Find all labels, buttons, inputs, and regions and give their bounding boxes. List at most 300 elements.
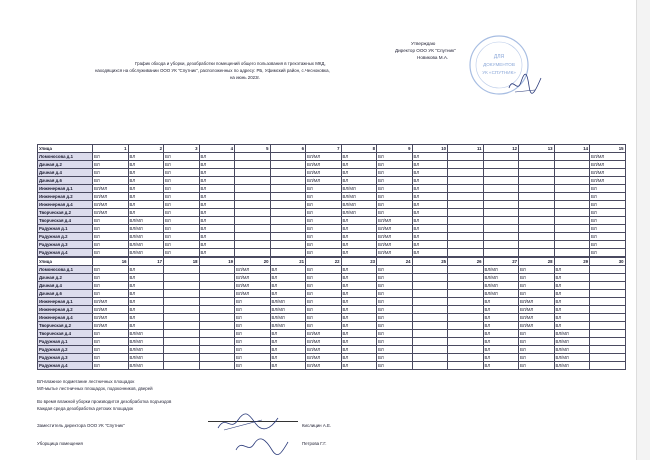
schedule-cell: ВЛ [412,169,448,177]
schedule-cell: ВЛ [306,298,342,306]
table-row [38,306,626,314]
schedule-cell: ВЛ/МЛ [306,153,342,161]
street-name-cell: Радужная д.3 [38,354,93,362]
schedule-cell: ВЛ [377,185,413,193]
schedule-cell: ВЛ [128,306,164,314]
scan-edge [636,0,650,460]
street-name-cell: Инженерная д.1 [38,185,93,193]
schedule-cell [448,266,484,274]
day-column-header: 17 [128,258,164,266]
schedule-cell: ВЛ [164,241,200,249]
schedule-cell [519,153,555,161]
schedule-cell: ВЛ [199,153,235,161]
schedule-cell: ВЛ [128,266,164,274]
schedule-cell: ВЛ [412,241,448,249]
schedule-cell [164,314,200,322]
schedule-cell: ВЛ [377,290,413,298]
schedule-cell: ВЛ [93,153,129,161]
schedule-cell [590,282,626,290]
schedule-cell: ВЛ/МЛ [590,169,626,177]
schedule-cell: ВЛ/МЛ [519,306,555,314]
title-line-2: находящихся на обслуживании ООО УК "Спутник", расположенных по адресу: РБ, Уфимский район, с.Чесноковка, [95,68,330,73]
schedule-cell: ВЛ [93,362,129,370]
schedule-cell [554,177,590,185]
table-row [38,282,626,290]
schedule-cell: ВЛ [235,306,271,314]
schedule-cell [590,290,626,298]
schedule-cell: ВЛ [306,314,342,322]
schedule-cell [235,153,271,161]
schedule-cell [199,330,235,338]
schedule-cell [519,249,555,257]
schedule-cell [412,314,448,322]
day-column-header: 13 [519,145,555,153]
day-column-header: 12 [483,145,519,153]
schedule-cell: ВЛ/МЛ [377,233,413,241]
schedule-cell: ВЛ [128,314,164,322]
schedule-cell: ВЛ [128,298,164,306]
schedule-cell [412,298,448,306]
schedule-cell: ВЛ [341,177,377,185]
schedule-cell: ВЛ [128,282,164,290]
schedule-cell [412,322,448,330]
schedule-cell: ВЛ [199,169,235,177]
schedule-cell [235,217,271,225]
schedule-cell: ВЛ [554,266,590,274]
schedule-cell: ВЛ [519,290,555,298]
schedule-cell: ВЛ [341,346,377,354]
schedule-cell: ВЛ [93,169,129,177]
schedule-cell: ВЛ [199,161,235,169]
schedule-cell: ВЛ [590,209,626,217]
street-column-header: Улица [38,258,93,266]
schedule-cell: ВЛ/МЛ [377,217,413,225]
street-name-cell: Дачная д.2 [38,274,93,282]
schedule-cell: ВЛ [270,274,306,282]
schedule-cell [483,169,519,177]
schedule-cell: ВЛ [412,225,448,233]
table-row [38,314,626,322]
stamp-middle-text: ДОКУМЕНТОВ [483,62,515,67]
schedule-cell [483,241,519,249]
day-column-header: 5 [235,145,271,153]
table-row [38,193,626,201]
schedule-cell: ВЛ [483,314,519,322]
schedule-cell [448,153,484,161]
schedule-cell: ВЛ [590,241,626,249]
schedule-cell: ВЛ/МЛ [306,330,342,338]
schedule-cell: ВЛ [128,177,164,185]
schedule-cell: ВЛ/МЛ [519,314,555,322]
schedule-cell [483,153,519,161]
schedule-cell: ВЛ/МЛ [128,233,164,241]
schedule-cell: ВЛ/МЛ [93,209,129,217]
schedule-cell: ВЛ [377,274,413,282]
schedule-cell [164,266,200,274]
schedule-cell: ВЛ/МЛ [306,362,342,370]
schedule-cell: ВЛ/МЛ [235,266,271,274]
street-name-cell: Радужная д.4 [38,362,93,370]
schedule-cell: ВЛ [164,177,200,185]
schedule-cell: ВЛ [377,177,413,185]
table-row [38,362,626,370]
schedule-cell [199,346,235,354]
schedule-cell: ВЛ [306,249,342,257]
table-row [38,185,626,193]
schedule-cell: ВЛ [235,338,271,346]
schedule-cell: ВЛ [199,201,235,209]
day-column-header: 25 [412,258,448,266]
schedule-cell: ВЛ [483,330,519,338]
schedule-cell: ВЛ [164,233,200,241]
approval-heading: Утверждаю [411,41,436,46]
schedule-cell [199,266,235,274]
schedule-cell: ВЛ [341,217,377,225]
schedule-cell: ВЛ/МЛ [377,241,413,249]
schedule-cell: ВЛ/МЛ [377,225,413,233]
document-title [95,60,415,81]
schedule-cell: ВЛ [377,193,413,201]
table-row [38,354,626,362]
schedule-cell [164,290,200,298]
schedule-cell: ВЛ [412,161,448,169]
schedule-cell [448,249,484,257]
schedule-cell [448,306,484,314]
schedule-cell: ВЛ/МЛ [93,306,129,314]
schedule-cell: ВЛ [341,282,377,290]
schedule-cell: ВЛ [377,314,413,322]
street-name-cell: Дачная д.4 [38,169,93,177]
schedule-cell: ВЛ [341,362,377,370]
schedule-cell: ВЛ [93,225,129,233]
schedule-cell [590,266,626,274]
schedule-cell: ВЛ [93,217,129,225]
schedule-cell: ВЛ [164,225,200,233]
day-column-header: 8 [341,145,377,153]
schedule-cell [199,290,235,298]
schedule-cell: ВЛ [590,233,626,241]
schedule-cell: ВЛ/МЛ [306,354,342,362]
day-column-header: 30 [590,258,626,266]
schedule-cell: ВЛ/МЛ [519,298,555,306]
schedule-cell: ВЛ/МЛ [128,330,164,338]
schedule-cell: ВЛ [199,249,235,257]
street-name-cell: Творческая д.4 [38,330,93,338]
schedule-cell: ВЛ [554,322,590,330]
schedule-cell: ВЛ [554,290,590,298]
schedule-cell: ВЛ/МЛ [93,298,129,306]
schedule-cell [554,249,590,257]
schedule-cell: ВЛ [270,290,306,298]
schedule-cell [448,241,484,249]
schedule-cell: ВЛ/МЛ [306,177,342,185]
day-column-header: 23 [341,258,377,266]
schedule-cell [554,225,590,233]
table-row [38,225,626,233]
schedule-cell: ВЛ [306,282,342,290]
schedule-cell: ВЛ/МЛ [128,338,164,346]
schedule-cell: ВЛ [93,346,129,354]
schedule-cell [448,290,484,298]
schedule-cell [590,362,626,370]
schedule-cell [519,233,555,241]
schedule-cell [590,338,626,346]
schedule-cell: ВЛ [199,225,235,233]
table-header-row [38,258,626,266]
schedule-cell [235,249,271,257]
schedule-cell [270,161,306,169]
schedule-cell: ВЛ [377,322,413,330]
schedule-cell [519,225,555,233]
schedule-cell: ВЛ/МЛ [93,314,129,322]
schedule-cell [448,346,484,354]
schedule-cell: ВЛ [128,274,164,282]
schedule-cell: ВЛ/МЛ [128,346,164,354]
schedule-cell: ВЛ [128,201,164,209]
table-row [38,290,626,298]
street-name-cell: Ломоносова д.1 [38,153,93,161]
schedule-cell [448,201,484,209]
schedule-cell: ВЛ [341,233,377,241]
schedule-cell: ВЛ [270,282,306,290]
schedule-cell [554,169,590,177]
schedule-cell: ВЛ [377,153,413,161]
schedule-cell: ВЛ [235,346,271,354]
schedule-cell [519,185,555,193]
schedule-cell: ВЛ [483,322,519,330]
schedule-cell [412,274,448,282]
schedule-cell [448,298,484,306]
schedule-cell: ВЛ [128,169,164,177]
schedule-cell: ВЛ [377,169,413,177]
schedule-cell: ВЛ [412,201,448,209]
schedule-cell: ВЛ/МЛ [235,290,271,298]
day-column-header: 1 [93,145,129,153]
schedule-cell [199,338,235,346]
schedule-cell [483,217,519,225]
schedule-cell: ВЛ/МЛ [128,217,164,225]
schedule-cell [270,209,306,217]
schedule-cell: ВЛ [199,193,235,201]
legend-vl: ВЛ-влажное подметание лестничных площадок [37,379,135,384]
street-name-cell: Радужная д.3 [38,241,93,249]
schedule-cell [199,354,235,362]
schedule-cell [519,177,555,185]
schedule-cell [448,282,484,290]
schedule-cell [412,266,448,274]
schedule-cell: ВЛ [93,266,129,274]
day-column-header: 24 [377,258,413,266]
schedule-cell: ВЛ [412,185,448,193]
street-name-cell: Ломоносова д.1 [38,266,93,274]
schedule-cell [483,177,519,185]
schedule-cell: ВЛ [93,177,129,185]
schedule-cell: ВЛ [306,193,342,201]
schedule-cell [554,217,590,225]
schedule-cell: ВЛ [519,282,555,290]
schedule-cell [164,322,200,330]
schedule-cell: ВЛ/МЛ [519,322,555,330]
schedule-cell [554,193,590,201]
schedule-cell [235,193,271,201]
schedule-cell [235,233,271,241]
schedule-cell [483,249,519,257]
note-disinfection: Во время влажной уборки производится дезобработка подъездов [37,399,172,404]
schedule-cell: ВЛ [306,185,342,193]
schedule-cell: ВЛ [554,274,590,282]
schedule-cell [164,298,200,306]
schedule-cell: ВЛ/МЛ [483,290,519,298]
day-column-header: 26 [448,258,484,266]
schedule-cell: ВЛ/МЛ [128,354,164,362]
schedule-cell: ВЛ [306,217,342,225]
schedule-cell [554,201,590,209]
schedule-cell [554,185,590,193]
schedule-cell [164,274,200,282]
table-row [38,322,626,330]
street-name-cell: Инженерная д.4 [38,201,93,209]
schedule-cell: ВЛ [235,322,271,330]
schedule-cell: ВЛ [93,249,129,257]
schedule-cell: ВЛ [164,169,200,177]
schedule-cell: ВЛ [590,249,626,257]
schedule-cell [199,274,235,282]
table-row [38,161,626,169]
schedule-cell [483,193,519,201]
schedule-cell [270,249,306,257]
schedule-cell: ВЛ [93,338,129,346]
cleaner-name: Петрова Г.Г. [302,441,327,446]
schedule-cell: ВЛ [164,201,200,209]
street-name-cell: Инженерная д.1 [38,298,93,306]
schedule-cell [235,201,271,209]
schedule-cell [235,225,271,233]
schedule-cell: ВЛ [519,274,555,282]
schedule-cell: ВЛ [164,209,200,217]
schedule-cell: ВЛ [519,346,555,354]
schedule-cell: ВЛ [590,193,626,201]
director-signature [505,68,545,98]
table-row [38,241,626,249]
schedule-cell [448,362,484,370]
schedule-cell [519,193,555,201]
schedule-cell [164,338,200,346]
street-name-cell: Инженерная д.4 [38,314,93,322]
day-column-header: 14 [554,145,590,153]
schedule-cell: ВЛ [270,338,306,346]
schedule-cell [554,233,590,241]
schedule-cell: ВЛ [341,290,377,298]
schedule-cell: ВЛ [412,233,448,241]
schedule-cell: ВЛ [590,201,626,209]
schedule-cell: ВЛ/МЛ [93,201,129,209]
day-column-header: 22 [306,258,342,266]
schedule-cell: ВЛ [164,193,200,201]
schedule-cell: ВЛ/МЛ [93,193,129,201]
schedule-cell: ВЛ [519,354,555,362]
schedule-cell: ВЛ [93,161,129,169]
schedule-cell: ВЛ/МЛ [128,362,164,370]
schedule-cell: ВЛ [341,354,377,362]
schedule-cell: ВЛ [412,153,448,161]
street-name-cell: Дачная д.2 [38,161,93,169]
schedule-cell: ВЛ/МЛ [270,298,306,306]
table-row [38,298,626,306]
schedule-cell [235,169,271,177]
schedule-cell: ВЛ [306,201,342,209]
schedule-cell [270,217,306,225]
street-name-cell: Творческая д.2 [38,209,93,217]
schedule-cell: ВЛ/МЛ [341,185,377,193]
schedule-cell [235,209,271,217]
schedule-cell: ВЛ [199,185,235,193]
schedule-cell [554,209,590,217]
schedule-cell [412,282,448,290]
schedule-cell [519,201,555,209]
schedule-cell [519,241,555,249]
table-row [38,209,626,217]
schedule-cell: ВЛ/МЛ [483,266,519,274]
note-playgrounds: Каждая среда дезобработка детских площадок [37,406,134,411]
schedule-cell: ВЛ/МЛ [306,346,342,354]
table-row [38,217,626,225]
day-column-header: 2 [128,145,164,153]
table-row [38,266,626,274]
schedule-cell: ВЛ [377,306,413,314]
schedule-cell [590,314,626,322]
schedule-cell [448,274,484,282]
day-column-header: 20 [235,258,271,266]
schedule-cell: ВЛ [93,274,129,282]
schedule-cell: ВЛ [306,225,342,233]
schedule-cell: ВЛ [235,298,271,306]
schedule-cell [483,161,519,169]
schedule-cell [519,169,555,177]
schedule-cell: ВЛ [554,314,590,322]
schedule-cell: ВЛ [554,306,590,314]
schedule-cell: ВЛ [554,282,590,290]
schedule-cell: ВЛ [306,290,342,298]
schedule-cell: ВЛ/МЛ [128,249,164,257]
schedule-cell: ВЛ [199,233,235,241]
schedule-cell [448,354,484,362]
schedule-cell: ВЛ/МЛ [235,274,271,282]
schedule-cell: ВЛ [519,330,555,338]
schedule-cell: ВЛ [93,233,129,241]
street-name-cell: Творческая д.2 [38,322,93,330]
street-name-cell: Творческая д.4 [38,217,93,225]
schedule-cell: ВЛ [519,362,555,370]
table-row [38,169,626,177]
schedule-cell: ВЛ [377,362,413,370]
schedule-cell [448,185,484,193]
schedule-cell: ВЛ/МЛ [270,306,306,314]
schedule-cell: ВЛ [483,338,519,346]
day-column-header: 27 [483,258,519,266]
schedule-cell: ВЛ [164,161,200,169]
schedule-cell [199,322,235,330]
schedule-cell [199,282,235,290]
schedule-cell: ВЛ [306,322,342,330]
schedule-cell [270,201,306,209]
schedule-cell [590,274,626,282]
schedule-cell: ВЛ [341,161,377,169]
notes [37,398,171,412]
schedule-cell: ВЛ [377,338,413,346]
schedule-cell: ВЛ [412,177,448,185]
schedule-cell: ВЛ [199,241,235,249]
schedule-cell: ВЛ [306,266,342,274]
